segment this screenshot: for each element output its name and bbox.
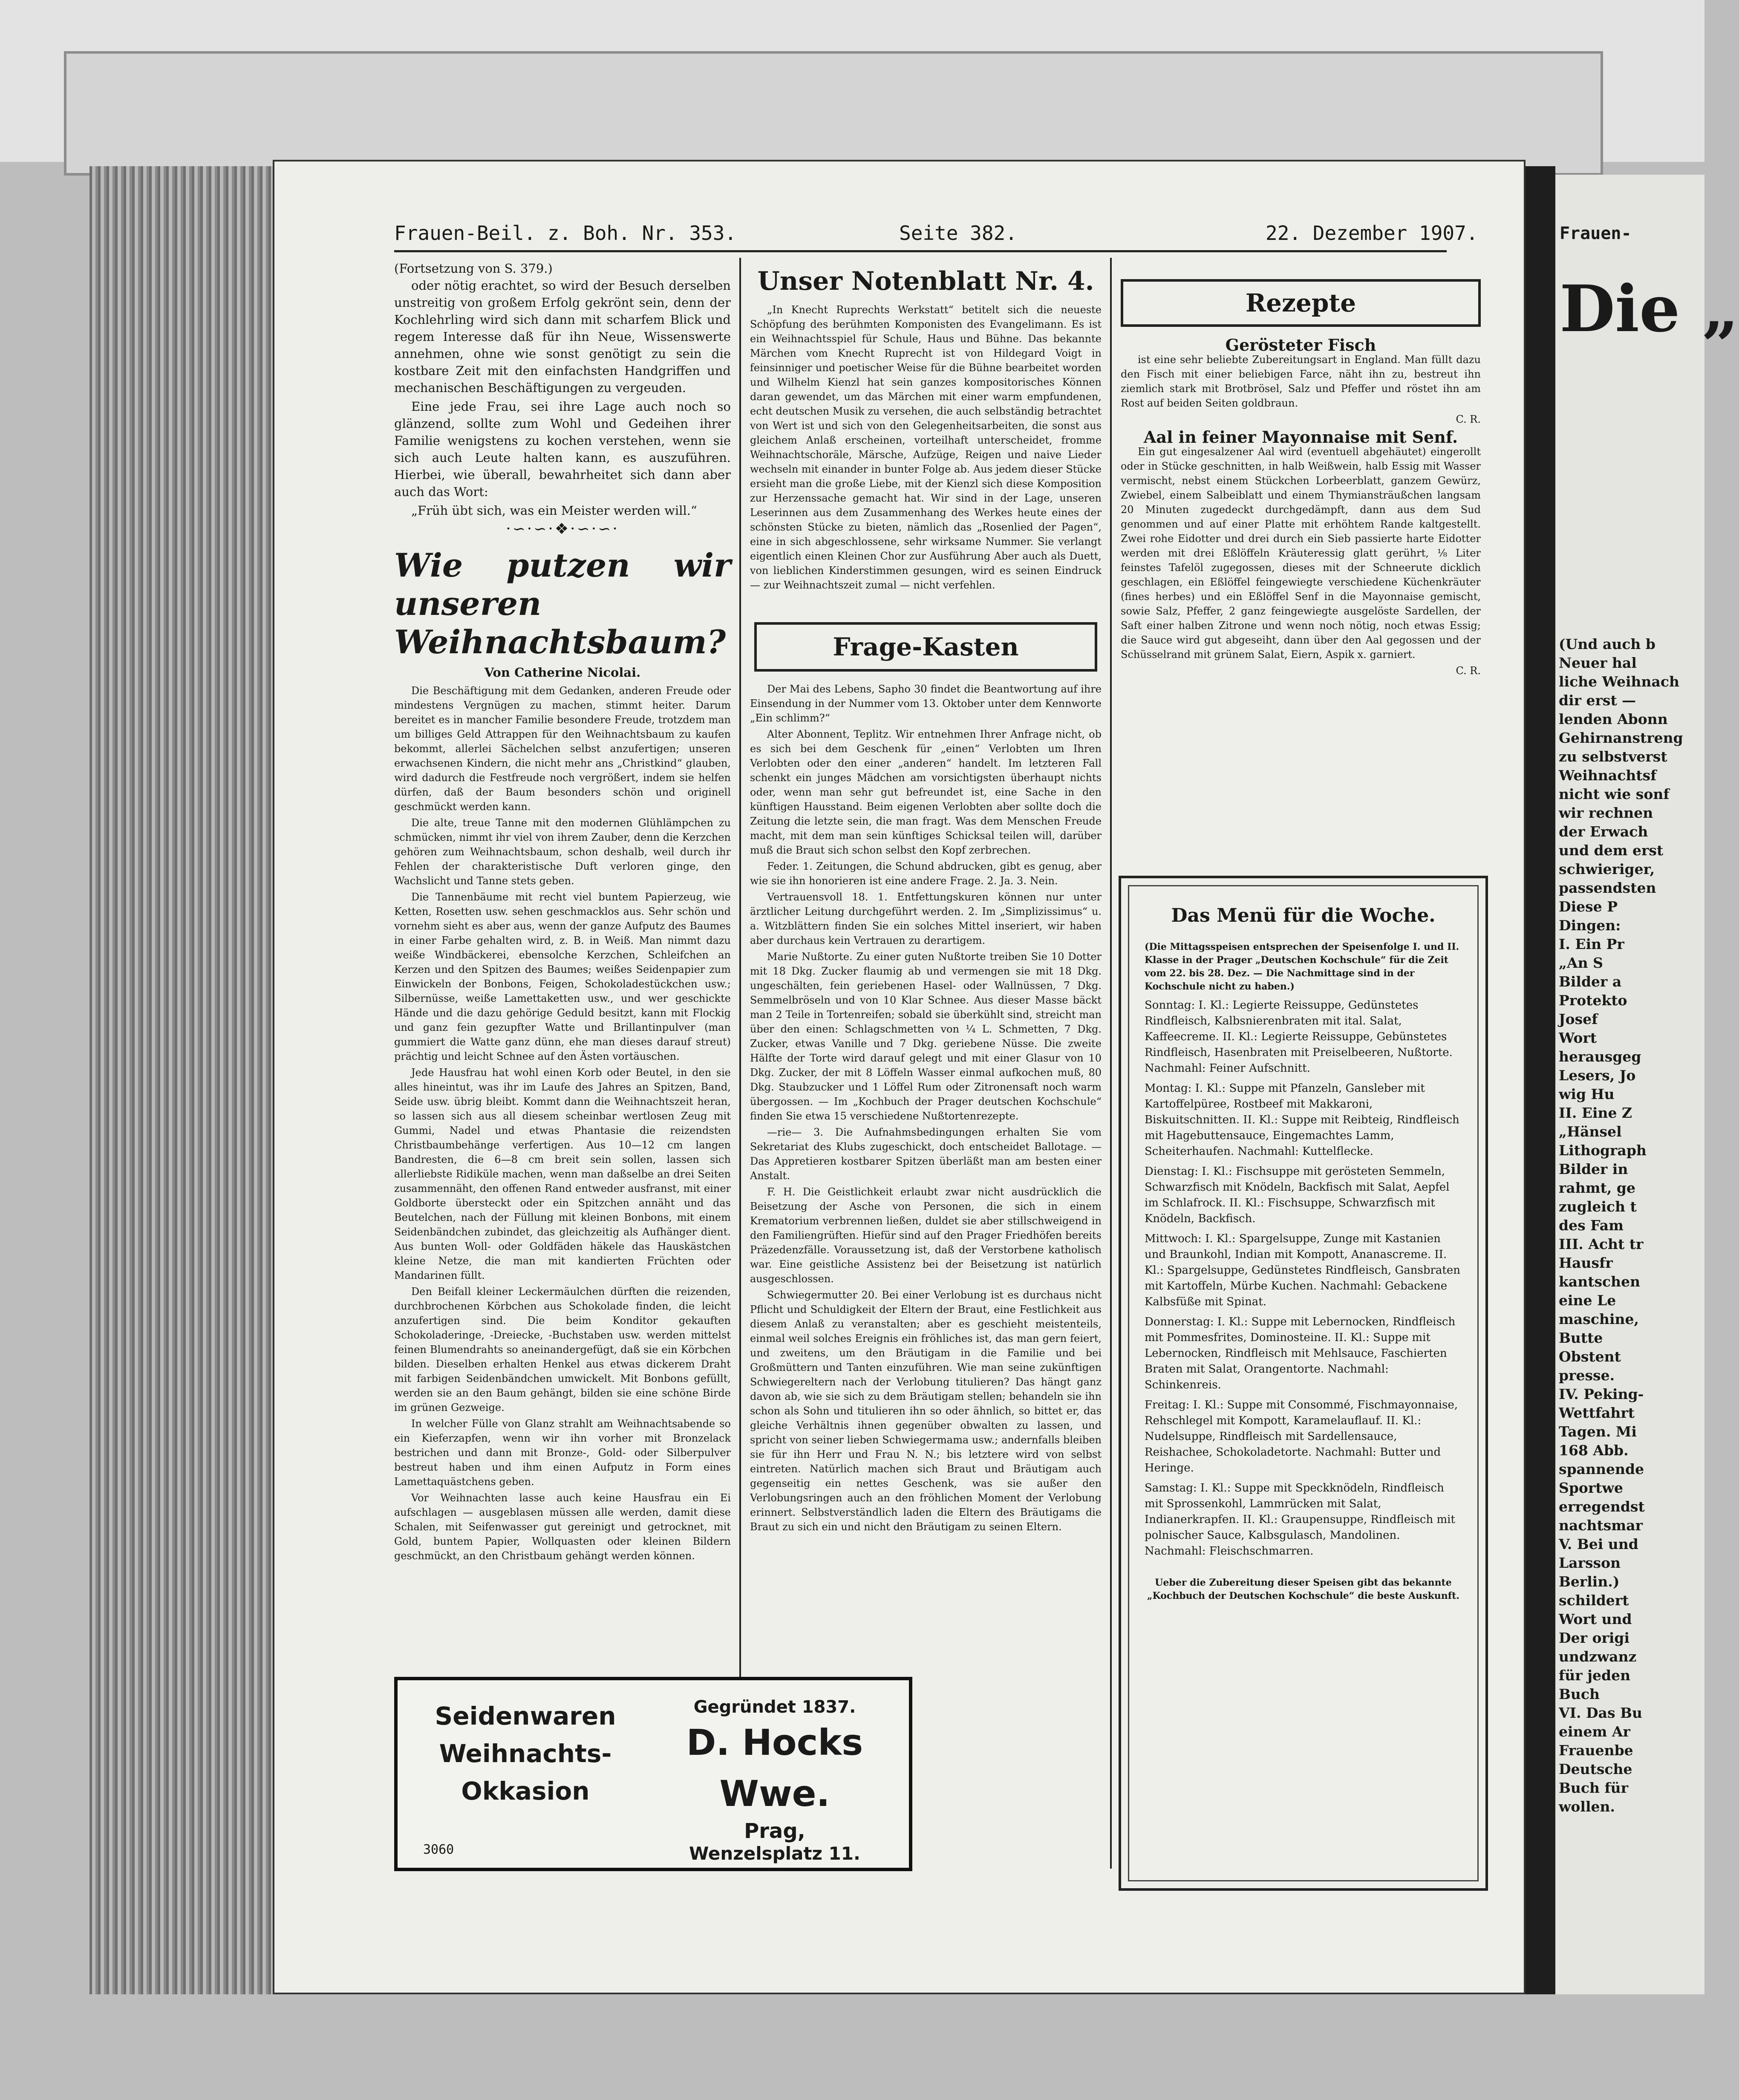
- adjacent-line: spannende: [1559, 1461, 1644, 1477]
- recipe-text: Ein gut eingesalzener Aal wird (eventuell abgehäutet) eingerollt oder in Stücke geschnitten, in halb Weißwein, halb Essig mit Wasser vermischt, nebst einem Stückchen Lorbeerblatt, ganzem Gewürz, Zwiebel, einem Salbeiblatt und einem Thymiansträußchen langsam 20 Minuten zugedeckt durchgedämpft, dann aus dem Sud genommen und auf einer Platte mit erhöhtem Rande kaltgestellt. Zwei rohe Eidotter und drei durch ein Sieb passierte harte Eidotter werden mit drei Eßlöffeln Kräuteressig glatt gerührt, ⅛ Liter feinstes Tafelöl zugegossen, dieses mit der Schneerute dicklich geschlagen, ein Eßlöffel feingewiegte verschiedene Küchenkräuter (fines herbes) und ein Eßlöffel Senf in die Mayonnaise gemischt, sowie Salz, Pfeffer, 2 ganz feingewiegte ausgelöste Sardellen, der Saft einer halben Zitrone und wenn noch nötig, noch etwas Essig; die Sauce wird gut abgeseiht, dann über den Aal gegossen und der Schüsselrand mit grünem Salat, Eiern, Aspik x. garniert.: [1121, 446, 1481, 661]
- recipe-title: Aal in feiner Mayonnaise mit Senf.: [1143, 427, 1458, 447]
- adjacent-line: der Erwach: [1559, 823, 1648, 840]
- adjacent-line: kantschen: [1559, 1273, 1641, 1290]
- menu-day: Freitag: I. Kl.: Suppe mit Consommé, Fischmayonnaise, Rehschlegel mit Kompott, Karamelauflauf. II. Kl.: Nudelsuppe, Rindfleisch mit Sardellensauce, Reishachee, Schokoladetorte. Nachmahl: Butter und Heringe.: [1145, 1399, 1458, 1474]
- adjacent-line: „An S: [1559, 955, 1603, 971]
- paragraph: Die Tannenbäume mit recht viel buntem Papierzeug, wie Ketten, Rosetten usw. sehen geschmacklos aus. Sehr schön und vornehm sieht es aber aus, wenn der ganze Aufputz des Baumes in einer Farbe gehalten wird, z. B. in Weiß. Man nimmt dazu weiße Windbäckerei, ebensolche Kerzchen, Schleifchen an Kerzen und den Spitzen des Baumes; weißes Seidenpapier zum Einwickeln der Bonbons, Feigen, Schokoladestückchen usw.; Silbernüsse, weiße Lamettaketten usw., und wer geschickte Hände und die dazu gehörige Geduld besitzt, kann mit Flockig und ganz fein gezupfter Watte und Brillantinpulver (man gummiert die Watte ganz dünn, ehe man dieses darauf streut) prächtig und leicht Schnee auf den Ästen vortäuschen.: [394, 891, 731, 1062]
- adjacent-line: Butte: [1559, 1330, 1603, 1346]
- adjacent-line: Protekto: [1559, 992, 1627, 1009]
- ad-code: 3060: [423, 1842, 454, 1857]
- menu-day: Montag: I. Kl.: Suppe mit Pfanzeln, Gansleber mit Kartoffelpüree, Rostbeef mit Makkaroni, Biskuitschnitten. II. Kl.: Suppe mit Reibteig, Rindfleisch mit Hagebuttensauce, Eingemachtes Lamm, Scheiterhaufen. Nachmahl: Kuttelflecke.: [1145, 1082, 1459, 1158]
- article-byline: Von Catherine Nicolai.: [484, 665, 641, 680]
- weekly-menu-box: [1119, 876, 1488, 1891]
- adjacent-line: eine Le: [1559, 1292, 1616, 1309]
- adjacent-line: nachtsmar: [1559, 1517, 1643, 1534]
- adjacent-line: lenden Abonn: [1559, 711, 1668, 727]
- frage-kasten-heading: Frage-Kasten: [754, 622, 1097, 672]
- adjacent-line: liche Weihnach: [1559, 673, 1679, 690]
- adjacent-line: 168 Abb.: [1559, 1442, 1629, 1459]
- adjacent-line: Josef: [1559, 1011, 1598, 1027]
- recipe-text: ist eine sehr beliebte Zubereitungsart in England. Man füllt dazu den Fisch mit einer beliebigen Farce, näht ihn zu, bestreut ihn ziemlich stark mit Brotbrösel, Salz und Pfeffer und röstet ihn am Rost auf beiden Seiten goldbraun.: [1121, 354, 1481, 409]
- header-page-number: Seite 382.: [899, 222, 1017, 245]
- header-left: Frauen-Beil. z. Boh. Nr. 353.: [394, 222, 737, 245]
- adjacent-line: dir erst —: [1559, 692, 1636, 709]
- paragraph: Die alte, treue Tanne mit den modernen Glühlämpchen zu schmücken, nimmt ihr viel von ihrem Zauber, denn die Kerzchen gehören zum Weihnachtsbaum, schon deshalb, weil durch ihr Fehlen der charakteristische Duft verloren ginge, den Wachslicht und Tanne stets geben.: [394, 817, 731, 887]
- paragraph: Marie Nußtorte. Zu einer guten Nußtorte treiben Sie 10 Dotter mit 18 Dkg. Zucker flaumig ab und vermengen sie mit 18 Dkg. ungeschälten, fein geriebenen Hasel- oder Wallnüssen, 7 Dkg. Semmelbröseln und von 10 Klar Schnee. Aus dieser Masse bäckt man 2 Teile in Tortenreifen; sobald sie überkühlt sind, streicht man über den einen: Schlagschmetten von ¼ L. Schmetten, 7 Dkg. Zucker, etwas Vanille und 7 Dkg. geriebene Nüsse. Die zweite Hälfte der Torte wird darauf gelegt und mit einer Glasur von 10 Dkg. Zucker, der mit 8 Löffeln Wasser einmal aufkochen muß, 80 Dkg. Staubzucker und 1 Löffel Rum oder Zitronensaft noch warm übergossen. — Im „Kochbuch der Prager deutschen Kochschule“ finden Sie etwa 15 verschiedene Nußtortenrezepte.: [750, 951, 1102, 1122]
- book-gutter: [1526, 166, 1555, 1994]
- adjacent-line: Weihnachtsf: [1559, 767, 1657, 784]
- adjacent-line: wig Hu: [1559, 1086, 1615, 1102]
- continuation-note: (Fortsetzung von S. 379.): [394, 261, 553, 276]
- adjacent-header: Frauen-: [1560, 224, 1632, 243]
- adjacent-line: Tagen. Mi: [1559, 1423, 1637, 1440]
- adjacent-line: Buch: [1559, 1686, 1600, 1702]
- adjacent-line: Wort: [1559, 1030, 1597, 1046]
- book-page-edges: [89, 166, 277, 1994]
- background-board: [64, 51, 1603, 176]
- header-rule: [394, 250, 1447, 252]
- adjacent-line: Gehirnanstreng: [1559, 730, 1683, 746]
- paragraph: F. H. Die Geistlichkeit erlaubt zwar nicht ausdrücklich die Beisetzung der Asche von Personen, die sich in einem Krematorium verbrennen ließen, duldet sie aber stillschweigend in den Familiengrüften. Hiefür sind auf den Prager Friedhöfen bereits Präzedenzfälle. Voraussetzung ist, daß der Verstorbene katholisch war. Eine geistliche Assistenz bei der Beisetzung ist natürlich ausgeschlossen.: [750, 1186, 1102, 1285]
- menu-day: Samstag: I. Kl.: Suppe mit Speckknödeln, Rindfleisch mit Sprossenkohl, Lammrücken mit Salat, Indianerkrapfen. II. Kl.: Graupensuppe, Rindfleisch mit polnischer Sauce, Kalbsgulasch, Mandolinen. Nachmahl: Fleischschmarren.: [1145, 1482, 1455, 1558]
- adjacent-line: VI. Das Bu: [1559, 1705, 1642, 1721]
- adjacent-line: V. Bei und: [1559, 1536, 1638, 1552]
- adjacent-line: Sportwe: [1559, 1480, 1623, 1496]
- recipe-signature: C. R.: [1456, 413, 1481, 425]
- adjacent-line: maschine,: [1559, 1311, 1639, 1327]
- menu-day: Sonntag: I. Kl.: Legierte Reissuppe, Gedünstetes Rindfleisch, Kalbsnierenbraten mit ital. Salat, Kaffeecreme. II. Kl.: Legierte Reissuppe, Gebünstetes Rindfleisch, Hasenbraten mit Preiselbeeren, Nußtorte. Nachmahl: Feiner Aufschnitt.: [1145, 999, 1453, 1075]
- adjacent-line: schildert: [1559, 1592, 1629, 1609]
- adjacent-line: Buch für: [1559, 1780, 1629, 1796]
- notenblatt-title: Unser Notenblatt Nr. 4.: [757, 266, 1094, 296]
- adjacent-line: Larsson: [1559, 1555, 1621, 1571]
- paragraph: —rie— 3. Die Aufnahmsbedingungen erhalten Sie vom Sekretariat des Klubs zugeschickt, doch entscheidet Ballotage. — Das Appretieren kostbarer Spitzen überläßt man am besten einer Anstalt.: [750, 1126, 1102, 1182]
- adjacent-line: Lesers, Jo: [1559, 1067, 1636, 1084]
- adjacent-line: Diese P: [1559, 898, 1618, 915]
- paragraph: Den Beifall kleiner Leckermäulchen dürften die reizenden, durchbrochenen Körbchen aus Schokolade finden, die leicht anzufertigen sind. Die beim Konditor gekauften Schokoladeringe, -Dreiecke, -Buchstaben usw. werden mittelst feinen Blumendrahts so aneinandergefügt, daß sie ein Körbchen bilden. Dieselben erhalten Henkel aus etwas dickerem Draht mit farbigen Seidenbändchen umwickelt. Mit Bonbons gefüllt, werden sie an den Baum gehängt, bilden sie eine schöne Birde im grünen Gezweige.: [394, 1286, 731, 1413]
- column-1: [394, 260, 731, 1565]
- adjacent-line: Bilder a: [1559, 973, 1622, 990]
- ad-right-text: [653, 1697, 896, 1864]
- paragraph: Jede Hausfrau hat wohl einen Korb oder Beutel, in den sie alles hineintut, was ihr im Laufe des Jahres an Spitzen, Band, Seide usw. übrig bleibt. Kommt dann die Weihnachtszeit heran, so lassen sich aus all diesem scheinbar wertlosen Zeug mit Gummi, Nadel und etwas Phantasie die reizendsten Christbaumbehänge verfertigen. Aus 10—12 cm langen Bandresten, die 6—8 cm breit sein sollen, lassen sich allerliebste Ridiküle machen, wenn man daßselbe an drei Seiten zusammennäht, den offenen Rand entweder ausfranst, mit einer Goldborte übersteckt oder ein Spitzchen annäht und das Beutelchen, nach der Füllung mit kleinen Bonbons, mit einem Seidenbändchen zubindet, das gleichzeitig als Aufhänger dient. Aus bunten Woll- oder Goldfäden häkele das Hauskästchen kleine Netze, die man mit kandierten Früchten oder Mandarinen füllt.: [394, 1067, 731, 1281]
- adjacent-line: I. Ein Pr: [1559, 936, 1624, 952]
- ad-city: Prag,: [744, 1819, 805, 1843]
- adjacent-line: Lithograph: [1559, 1142, 1647, 1159]
- menu-footer: Ueber die Zubereitung dieser Speisen gibt das bekannte „Kochbuch der Deutschen Kochschule“ die beste Auskunft.: [1147, 1577, 1460, 1601]
- column-rule-2: [1110, 258, 1112, 1869]
- paragraph: Vor Weihnachten lasse auch keine Hausfrau ein Ei aufschlagen — ausgeblasen müssen alle werden, damit diese Schalen, mit Seifenwasser gut gereinigt und getrocknet, mit Gold, buntem Papier, Wollquasten oder kleinen Bildern geschmückt, an den Christbaum gehängt werden können.: [394, 1492, 731, 1562]
- paragraph: In welcher Fülle von Glanz strahlt am Weihnachtsabende so ein Kieferzapfen, wenn wir ihn vorher mit Bronzelack bestrichen und dann mit Bronze-, Gold- oder Silberpulver bestreut haben und ihm einen Aufputz in Form eines Lamettaquästchens geben.: [394, 1418, 731, 1488]
- ad-line: Okkasion: [461, 1777, 590, 1806]
- adjacent-line: Der origi: [1559, 1630, 1630, 1646]
- adjacent-line: und dem erst: [1559, 842, 1664, 859]
- adjacent-line: Obstent: [1559, 1348, 1621, 1365]
- adjacent-line: Neuer hal: [1559, 655, 1637, 671]
- adjacent-line: „Hänsel: [1559, 1123, 1622, 1140]
- menu-day: Mittwoch: I. Kl.: Spargelsuppe, Zunge mit Kastanien und Braunkohl, Indian mit Kompott, Ananascreme. II. Kl.: Spargelsuppe, Gedünstetes Rindfleisch, Gansbraten mit Kartoffeln, Mürbe Kuchen. Nachmahl: Gebackene Kalbsfüße mit Spinat.: [1145, 1232, 1460, 1308]
- adjacent-line: Bilder in: [1559, 1161, 1628, 1177]
- adjacent-line: II. Eine Z: [1559, 1105, 1632, 1121]
- adjacent-line: nicht wie sonf: [1559, 786, 1670, 802]
- adjacent-line: erregendst: [1559, 1498, 1645, 1515]
- menu-day: Donnerstag: I. Kl.: Suppe mit Lebernocken, Rindfleisch mit Pommesfrites, Dominosteine. II. Kl.: Suppe mit Lebernocken, Rindfleisch mit Mehlsauce, Faschierten Braten mit Salat, Orangentorte. Nachmahl: Schinkenreis.: [1145, 1315, 1456, 1391]
- adjacent-line: schwieriger,: [1559, 861, 1655, 877]
- newspaper-page: [273, 160, 1526, 1994]
- adjacent-line: einem Ar: [1559, 1723, 1630, 1740]
- adjacent-page: [1555, 175, 1739, 1994]
- column-rule-1: [739, 258, 741, 1869]
- header-date: 22. Dezember 1907.: [1266, 222, 1478, 245]
- adjacent-title: Die „: [1560, 271, 1739, 346]
- adjacent-line: (Und auch b: [1559, 636, 1655, 652]
- adjacent-line: des Fam: [1559, 1217, 1624, 1234]
- paragraph: „In Knecht Ruprechts Werkstatt“ betitelt sich die neueste Schöpfung des berühmten Komponisten des Evangelimann. Es ist ein Weihnachtsspiel für Schule, Haus und Bühne. Das bekannte Märchen vom Knecht Ruprecht ist von Hildegard Voigt in feinsinniger und poetischer Weise für die Bühne bearbeitet worden und Wilhelm Kienzl hat sein ganzes kompositorisches Können daran gewendet, um das Märchen mit einer warm empfundenen, echt deutschen Musik zu versehen, die auch selbständig betrachtet von Wert ist und sich von den Gelegenheitsarbeiten, die sonst aus gleichem Anlaß erscheinen, vorteilhaft unterscheidet, fromme Weihnachtschoräle, Märsche, Aufzüge, Reigen und naive Lieder wechseln mit einander in bunter Folge ab. Aus jedem dieser Stücke ersieht man die große Liebe, mit der Kienzl sich diese Komposition zur Herzenssache gemacht hat. Wir sind in der Lage, unseren Leserinnen aus dem Zusammenhang des Werkes heute eines der schönsten Stücke zu bieten, nämlich das „Rosenlied der Pagen“, eine in sich abgeschlossene, sehr wirksame Nummer. Sie verlangt eigentlich einen Kleinen Chor zur Ausführung Aber auch als Duett, von lieblichen Kinderstimmen gesungen, wird es seinen Eindruck — zur Weihnachtszeit zumal — nicht verfehlen.: [750, 304, 1102, 591]
- ad-address: Wenzelsplatz 11.: [689, 1843, 860, 1864]
- recipe-title: Gerösteter Fisch: [1225, 335, 1376, 355]
- adjacent-line: Dingen:: [1559, 917, 1621, 934]
- adjacent-line: passendsten: [1559, 880, 1656, 896]
- ornament-divider: ·∽·∽·❖·∽·∽·: [506, 520, 619, 538]
- adjacent-line: presse.: [1559, 1367, 1615, 1384]
- article-title: Wie putzen wir unseren Weihnachtsbaum?: [394, 546, 731, 661]
- adjacent-line: rahmt, ge: [1559, 1180, 1635, 1196]
- ad-firm-name: D. Hocks Wwe.: [686, 1722, 863, 1814]
- ad-left-text: [410, 1697, 640, 1810]
- adjacent-line: IV. Peking-: [1559, 1386, 1644, 1402]
- ad-line: Seidenwaren: [435, 1702, 616, 1731]
- adjacent-line: Frauenbe: [1559, 1742, 1633, 1759]
- adjacent-line: zugleich t: [1559, 1198, 1637, 1215]
- adjacent-text: [1559, 635, 1704, 1816]
- menu-title: Das Menü für die Woche.: [1171, 905, 1436, 926]
- column-2: [750, 260, 1102, 1536]
- adjacent-line: wollen.: [1559, 1798, 1615, 1815]
- paragraph: oder nötig erachtet, so wird der Besuch derselben unstreitig von großem Erfolg gekrönt sein, denn der Kochlehrling wird sich dann mit scharfem Blick und regem Interesse daß für ihn Neue, Wissenswerte annehmen, ohne wie sonst genötigt zu sein die kostbare Zeit mit den einfachsten Handgriffen und mechanischen Beschäftigungen zu vergeuden.: [394, 278, 731, 395]
- menu-day: Dienstag: I. Kl.: Fischsuppe mit gerösteten Semmeln, Schwarzfisch mit Knödeln, Backfisch mit Salat, Aepfel im Schlafrock. II. Kl.: Fischsuppe, Schwarzfisch mit Knödeln, Backfisch.: [1145, 1165, 1450, 1225]
- column-3: [1121, 279, 1481, 678]
- adjacent-line: Hausfr: [1559, 1255, 1613, 1271]
- rezepte-heading: Rezepte: [1121, 279, 1481, 327]
- adjacent-line: zu selbstverst: [1559, 748, 1667, 765]
- ad-line: Weihnachts-: [439, 1739, 612, 1768]
- paragraph: Alter Abonnent, Teplitz. Wir entnehmen Ihrer Anfrage nicht, ob es sich bei dem Geschenk für „einen“ Verlobten um Ihren Verlobten oder den einer „anderen“ handelt. Im letzteren Fall schenkt ein junges Mädchen am vorsichtigsten überhaupt nichts oder, wenn man sehr gut befreundet ist, eine Sache in den künftigen Hausstand. Beim eigenen Verlobten aber sollte doch die Zeitung die letzte sein, die man fragt. Was dem Menschen Freude macht, mit dem man sein künftiges Schicksal teilen will, darüber muß die Braut sich schon selbst den Kopf zerbrechen.: [750, 728, 1102, 856]
- paragraph: Der Mai des Lebens, Sapho 30 findet die Beantwortung auf ihre Einsendung in der Nummer vom 13. Oktober unter dem Kennworte „Ein schlimm?“: [750, 683, 1102, 724]
- ad-founded: Gegründet 1837.: [693, 1697, 856, 1717]
- adjacent-line: wir rechnen: [1559, 805, 1653, 821]
- advertisement-box: [394, 1677, 912, 1871]
- paragraph: Vertrauensvoll 18. 1. Entfettungskuren können nur unter ärztlicher Leitung durchgeführt werden. 2. Im „Simplizissimus“ u. a. Witzblättern finden Sie ein solches Mittel inseriert, wir haben aber durchaus kein Vertrauen zu derartigem.: [750, 891, 1102, 946]
- adjacent-line: Wort und: [1559, 1611, 1632, 1627]
- menu-note: (Die Mittagsspeisen entsprechen der Speisenfolge I. und II. Klasse in der Prager „Deutschen Kochschule“ für die Zeit vom 22. bis 28. Dez. — Die Nachmittage sind in der Kochschule nicht zu haben.): [1145, 941, 1459, 992]
- paragraph: Eine jede Frau, sei ihre Lage auch noch so glänzend, sollte zum Wohl und Gedeihen ihrer Familie wenigstens zu kochen verstehen, wenn sie sich auch Leute halten kann, es auszuführen. Hierbei, wie überall, bewahrheitet sich dann aber auch das Wort:: [394, 399, 731, 499]
- adjacent-line: Wettfahrt: [1559, 1405, 1635, 1421]
- recipe-signature: C. R.: [1456, 665, 1481, 677]
- paragraph: Feder. 1. Zeitungen, die Schund abdrucken, gibt es genug, aber wie sie ihn honorieren ist eine andere Frage. 2. Ja. 3. Nein.: [750, 860, 1102, 887]
- adjacent-line: Deutsche: [1559, 1761, 1632, 1777]
- adjacent-line: undzwanz: [1559, 1648, 1637, 1665]
- paragraph: „Früh übt sich, was ein Meister werden will.“: [411, 503, 697, 518]
- adjacent-line: für jeden: [1559, 1667, 1631, 1684]
- paragraph: Die Beschäftigung mit dem Gedanken, anderen Freude oder mindestens Vergnügen zu machen, stimmt heiter. Darum bereitet es in mancher Familie besondere Freude, trotzdem man um billiges Geld Attrappen für den Weihnachtsbaum zu kaufen bekommt, allerlei Sächelchen selbst anzufertigen; unseren erwachsenen Kindern, die nicht mehr ans „Christkind“ glauben, wird dadurch die Festfreude noch vergrößert, indem sie helfen dürfen, daß der Baum besonders schön und originell geschmückt werden kann.: [394, 685, 731, 813]
- paragraph: Schwiegermutter 20. Bei einer Verlobung ist es durchaus nicht Pflicht und Schuldigkeit der Eltern der Braut, eine Festlichkeit aus diesem Anlaß zu veranstalten; aber es geschieht meistenteils, einmal weil solches Ereignis ein fröhliches ist, das man gern feiert, und zweitens, um den Bräutigam in die Familie und bei Großmüttern und Tanten einzuführen. Wie man seine zukünftigen Schwiegereltern nach der Verlobung titulieren? Das hängt ganz davon ab, wie sie sich zu dem Bräutigam stellen; behandeln sie ihn schon als Sohn und titulieren ihn so oder ähnlich, so bittet er, das gleiche Verhältnis ihnen gegenüber obwalten zu lassen, und spricht von seiner lieben Schwiegermama usw.; andernfalls bleiben sie für ihn Herr und Frau N. N.; bis letztere wird von selbst eintreten. Natürlich machen sich Braut und Bräutigam auch gegenseitig ein nettes Geschenk, was sie außer den Verlobungsringen auch an den fröhlichen Moment der Verlobung erinnert. Selbstverständlich laden die Eltern des Bräutigams die Braut zu sich ein und nicht den Bräutigam zu seinen Eltern.: [750, 1289, 1102, 1533]
- adjacent-line: Berlin.): [1559, 1573, 1620, 1590]
- adjacent-line: III. Acht tr: [1559, 1236, 1644, 1252]
- weekly-menu-inner: [1128, 885, 1479, 1881]
- adjacent-line: herausgeg: [1559, 1048, 1641, 1065]
